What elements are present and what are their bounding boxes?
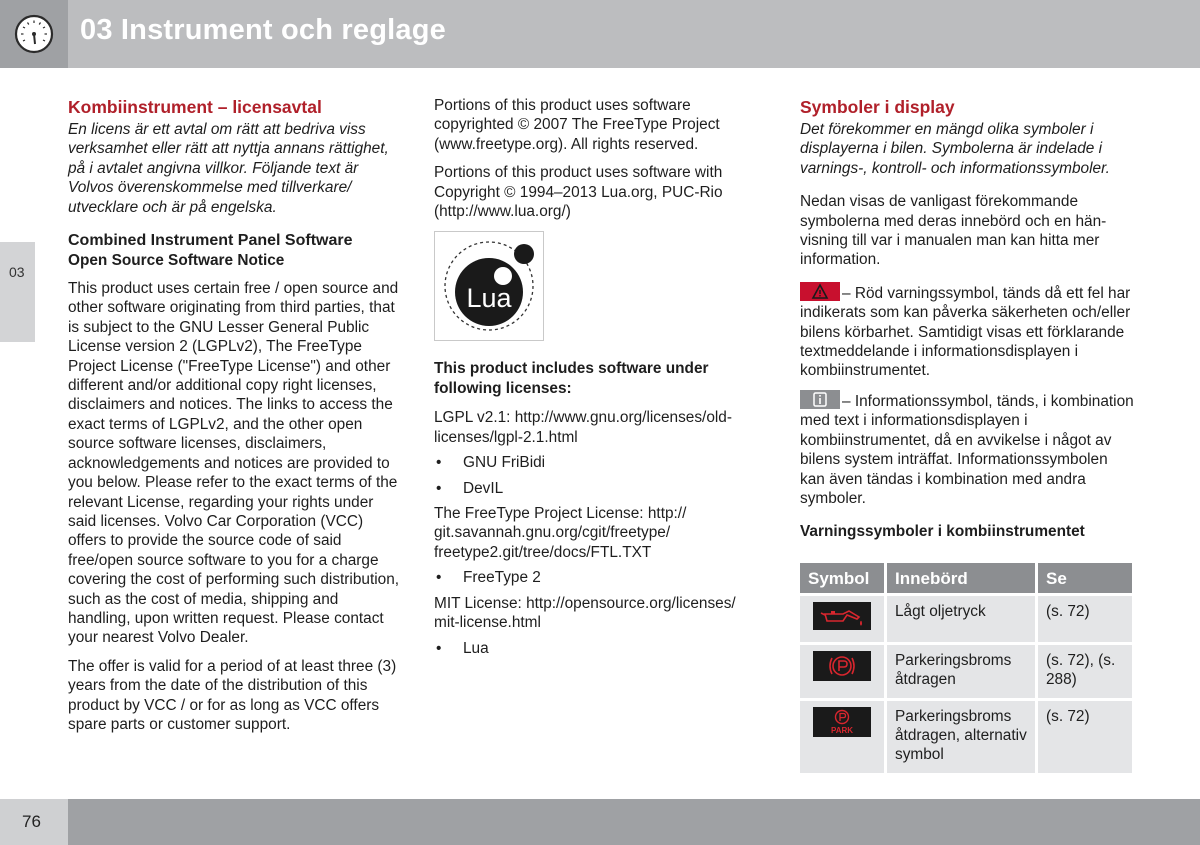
meaning-cell: Parkeringsbroms åtdragen, alternativ symbol: [887, 701, 1035, 773]
column-header-meaning: Innebörd: [887, 563, 1035, 593]
symbols-heading: Symboler i display: [800, 97, 955, 117]
page-number: 76: [22, 812, 41, 831]
symbol-cell: [800, 596, 884, 641]
column-symbols: [800, 96, 1135, 776]
reference-cell: (s. 72): [1038, 596, 1132, 641]
symbols-paragraph: Nedan visas de vanligast förekommande symbolerna med deras innebörd och en hänvisning till var i manualen man kan hitta mer information.: [800, 193, 1107, 269]
column-header-reference: Se: [1038, 563, 1132, 593]
license-heading: Kombiinstrument – licensavtal: [68, 97, 322, 117]
parking-brake-park-icon: [813, 707, 871, 737]
bullet: •: [436, 639, 442, 657]
license-paragraph: This product uses certain free / open source and other software originating from third parties, that is subject to the GNU Lesser General Public License version 2 (LGPLv2), The FreeType Project License ("FreeType License") and other different and/or additional copy right licenses, disclaimers and notices. The links to access the exact terms of LGPLv2, and the other open source software licenses, disclaimers, acknowledgements and notices are provided to you below. Please refer to the exact terms of the relevant License, regarding your rights under said licenses. Volvo Car Corporation (VCC) offers to provide the source code of said free/open source software to you for a charge covering the cost of performing such distribution, such as the cost of media, shipping and handling, upon written request. Please contact your nearest Volvo Dealer.: [68, 280, 400, 647]
notice-heading: Open Source Software Notice: [68, 252, 285, 270]
list-item-label: GNU FriBidi: [463, 454, 546, 472]
freetype-paragraph: Portions of this product uses software copyrighted © 2007 The FreeType Project (www.freetype.org). All rights reserved.: [434, 97, 720, 153]
offer-paragraph: The offer is valid for a period of at least three (3) years from the date of the distribution of this product by VCC / or for as long as VCC offers spare parts or customer support.: [68, 657, 397, 733]
list-item-label: FreeType 2: [463, 569, 541, 587]
mit-link[interactable]: MIT License: http://opensource.org/licenses/ mit-license.html: [434, 594, 736, 632]
lua-logo-text: Lua: [466, 283, 512, 314]
list-item: [434, 479, 764, 498]
warning-triangle-icon: [800, 282, 840, 301]
list-item: [434, 453, 764, 472]
page-footer: [0, 799, 1200, 845]
column-license: [68, 96, 403, 734]
page-number-box: [0, 799, 68, 845]
table-heading: Varningssymboler i kombiinstrumentet: [800, 523, 1085, 541]
lua-logo: [434, 231, 544, 341]
bullet: •: [436, 454, 442, 472]
reference-cell: (s. 72), (s. 288): [1038, 645, 1132, 698]
info-symbol-text: – Informationssymbol, tänds, i kombination med text i informationsdisplayen i kombiinstrumentet, då en avvikelse i något av bilens system inträffat. Informationssymbolen kan även tändas i kombination med andra symboler.: [800, 392, 1134, 507]
table-row: [800, 701, 1132, 773]
lua-logo-graphic: [435, 232, 543, 340]
warning-symbol-paragraph: [800, 282, 1135, 381]
chapter-tab: [0, 242, 35, 342]
list-item: [434, 568, 764, 587]
reference-cell: (s. 72): [1038, 701, 1132, 773]
ftl-link[interactable]: The FreeType Project License: http:// git.savannah.gnu.org/cgit/freetype/ freetype2.git/tree/docs/FTL.TXT: [434, 505, 687, 561]
info-symbol-paragraph: [800, 390, 1135, 508]
table-row: [800, 596, 1132, 641]
parking-brake-icon: [813, 651, 871, 681]
column-header-symbol: Symbol: [800, 563, 884, 593]
symbol-cell: [800, 645, 884, 698]
oil-pressure-icon: [813, 602, 871, 630]
chapter-title: 03 Instrument och reglage: [80, 14, 446, 46]
list-item-label: Lua: [463, 639, 489, 657]
symbols-intro: Det förekommer en mängd olika symboler i displayerna i bilen. Symbolerna är indelade i varnings-, kontroll- och informationssymboler.: [800, 121, 1110, 177]
licenses-heading: This product includes software under following licenses:: [434, 360, 709, 398]
meaning-cell: Parkeringsbroms åtdragen: [887, 645, 1035, 698]
park-label: PARK: [830, 725, 854, 735]
table-row: [800, 645, 1132, 698]
lgpl-link[interactable]: LGPL v2.1: http://www.gnu.org/licenses/old-licenses/lgpl-2.1.html: [434, 409, 732, 446]
software-heading: Combined Instrument Panel Software: [68, 232, 353, 250]
license-intro: En licens är ett avtal om rätt att bedriva viss verksamhet eller rätt att nyttja annans rättighet, på i avtalet angivna villkor. Följande text är Volvos överenskommelse med tillverkare/ utvecklare och är på engelska.: [68, 121, 389, 216]
chapter-tab-label: 03: [9, 264, 25, 280]
list-item: [434, 639, 764, 658]
lua-paragraph: Portions of this product uses software with Copyright © 1994–2013 Lua.org, PUC-Rio (http://www.lua.org/): [434, 164, 723, 221]
bullet: •: [436, 569, 442, 587]
column-licenses: [434, 96, 764, 664]
warning-symbol-text: – Röd varningssymbol, tänds då ett fel har indikerats som kan påverka säkerheten och/eller bilens körbarhet. Samtidigt visas ett förklarande textmeddelande i informationsdisplayen i kombiinstrumentet.: [800, 284, 1131, 380]
chapter-icon-box: [0, 0, 68, 68]
meaning-cell: Lågt oljetryck: [887, 596, 1035, 641]
list-item-label: DevIL: [463, 479, 504, 497]
table-header-row: [800, 563, 1132, 593]
symbols-table: [797, 560, 1135, 775]
information-icon: [800, 390, 840, 409]
page-header: [0, 0, 1200, 68]
symbol-cell: [800, 701, 884, 773]
bullet: •: [436, 479, 442, 497]
speedometer-icon: [14, 14, 54, 54]
